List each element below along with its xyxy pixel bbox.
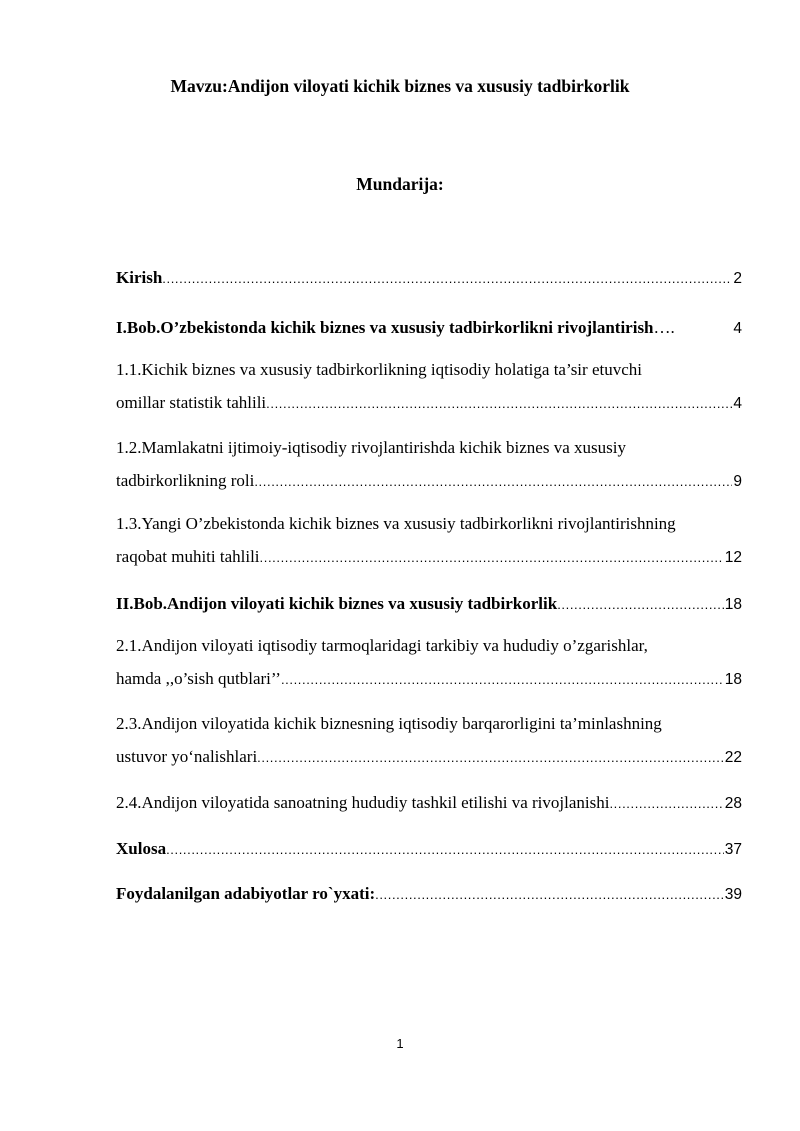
page-number: 1 [396,1036,404,1051]
toc-entry-title: I.Bob.O’zbekistonda kichik biznes va xususiy tadbirkorlikni rivojlantirish [116,318,654,337]
toc-leader-dots [166,840,724,860]
toc-entry-title: hamda ,,o’sish qutblari’’ [116,669,281,688]
toc-page-number: 4 [733,320,742,337]
toc-page-number: 9 [733,473,742,490]
toc-entry-1-2 [116,438,742,492]
toc-entry-title: Foydalanilgan adabiyotlar ro`yxati: [116,884,376,903]
toc-leader-dots [254,472,732,492]
toc-leader-dots [257,748,724,768]
toc-page-number: 18 [724,596,742,613]
toc-entry-title: Kirish [116,268,163,287]
toc-entry-2-4 [116,793,742,814]
toc-entry-2-1 [116,636,742,690]
contents-heading: Mundarija: [356,174,444,194]
toc-leader-dots [162,269,732,289]
toc-entry-title: raqobat muhiti tahlili [116,547,260,566]
toc-leader-dots [260,548,724,568]
toc-page-number: 28 [724,795,742,812]
toc-page-number: 12 [724,549,742,566]
toc-entry-chapter-1 [116,318,742,339]
toc-leader-dots [609,794,723,814]
toc-entry-title-line1: 2.3.Andijon viloyatida kichik biznesning iqtisodiy barqarorligini ta’minlashning [116,714,662,733]
toc-entry-title-line1: 1.1.Kichik biznes va xususiy tadbirkorlikning iqtisodiy holatiga ta’sir etuvchi [116,360,642,379]
document-title: Mavzu:Andijon viloyati kichik biznes va xususiy tadbirkorlik [170,76,630,96]
toc-leader-dots: …. [653,318,675,337]
toc-entry-1-1 [116,360,742,414]
toc-entry-kirish [116,268,742,289]
toc-leader-dots [557,595,724,615]
toc-entry-title-line1: 1.3.Yangi O’zbekistonda kichik biznes va xususiy tadbirkorlikni rivojlantirishning [116,514,676,533]
toc-leader-dots [266,394,732,414]
toc-page-number: 2 [733,270,742,287]
toc-entry-xulosa [116,839,742,860]
toc-entry-chapter-2 [116,594,742,615]
toc-entry-bibliography [116,884,742,905]
toc-entry-1-3 [116,514,742,568]
toc-page-number: 18 [724,671,742,688]
toc-entry-title: II.Bob.Andijon viloyati kichik biznes va xususiy tadbirkorlik [116,594,558,613]
toc-entry-title: 2.4.Andijon viloyatida sanoatning hududiy tashkil etilishi va rivojlanishi [116,793,610,812]
toc-entry-title: tadbirkorlikning roli [116,471,255,490]
toc-page-number: 37 [724,841,742,858]
toc-page-number: 22 [724,749,742,766]
toc-leader-dots [375,885,724,905]
toc-entry-2-3 [116,714,742,768]
toc-entry-title-line1: 1.2.Mamlakatni ijtimoiy-iqtisodiy rivojlantirishda kichik biznes va xususiy [116,438,626,457]
toc-entry-title: Xulosa [116,839,167,858]
toc-entry-title: omillar statistik tahlili [116,393,267,412]
toc-entry-title: ustuvor yo‘nalishlari [116,747,258,766]
toc-page-number: 39 [724,886,742,903]
toc-leader-dots [281,670,724,690]
toc-page-number: 4 [733,395,742,412]
toc-entry-title-line1: 2.1.Andijon viloyati iqtisodiy tarmoqlaridagi tarkibiy va hududiy o’zgarishlar, [116,636,648,655]
